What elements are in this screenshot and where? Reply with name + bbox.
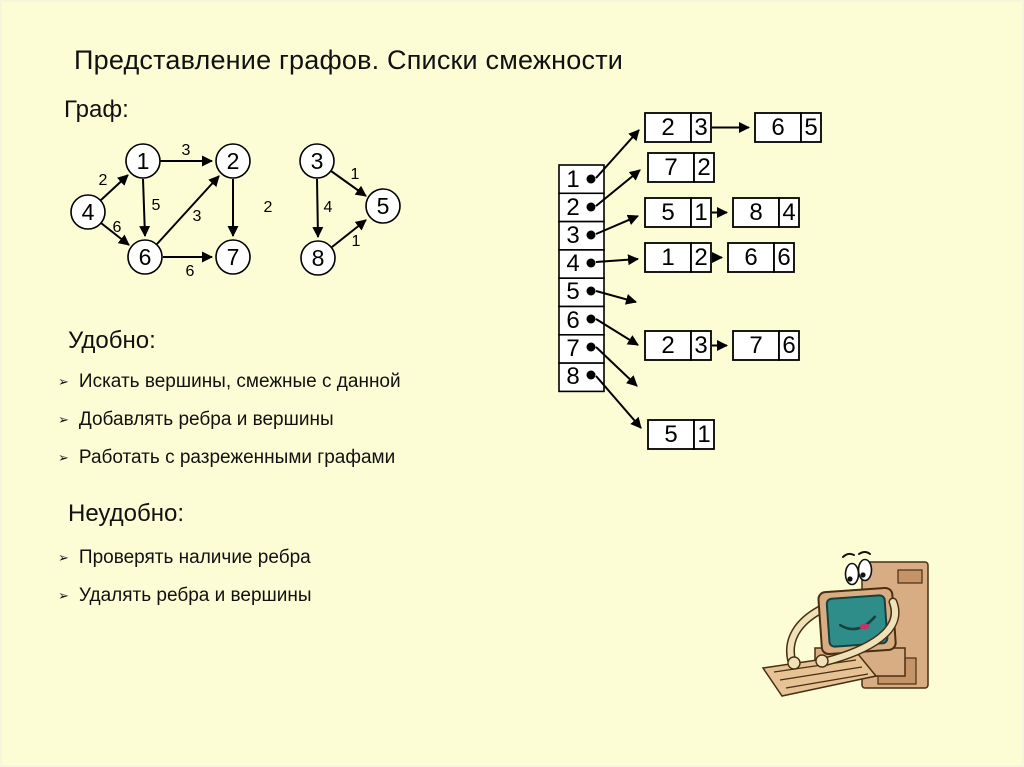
bullet-text: Добавлять ребра и вершины <box>78 409 334 430</box>
pointer-dot <box>587 343 596 352</box>
edge-weight-label: 5 <box>151 197 161 214</box>
edge-line <box>332 220 366 247</box>
node-weight-value: 5 <box>804 114 818 141</box>
node-weight-value: 6 <box>782 332 796 359</box>
edge-weight-label: 6 <box>185 263 195 280</box>
edge-weight-label: 3 <box>192 208 202 225</box>
edge-line <box>317 179 318 237</box>
node-weight-value: 2 <box>694 244 708 271</box>
bullet-item <box>58 447 395 469</box>
edge-weight-label: 2 <box>263 199 273 216</box>
node-weight-value: 3 <box>694 114 708 141</box>
edge-weight-label: 1 <box>350 166 360 183</box>
vertex-label: 1 <box>136 148 150 174</box>
edge-line <box>331 171 366 196</box>
bullet-text: Работать с разреженными графами <box>78 447 396 468</box>
pointer-dot <box>587 231 596 240</box>
bullet-arrow-icon: ➢ <box>58 412 69 427</box>
convenient-heading: Удобно: <box>68 327 156 354</box>
edge-weight-label: 4 <box>323 199 333 216</box>
array-index-label: 8 <box>566 363 580 390</box>
node-weight-value: 4 <box>782 199 796 226</box>
directed-graph-2 <box>300 144 400 275</box>
bullet-item <box>58 547 311 569</box>
graph-section-label: Граф: <box>64 96 129 123</box>
node-vertex-value: 2 <box>661 114 675 141</box>
array-index-label: 5 <box>566 278 580 305</box>
vertex-label: 2 <box>226 148 240 174</box>
computer-clipart-icon <box>763 552 928 696</box>
node-vertex-value: 6 <box>771 114 785 141</box>
edge-line <box>143 179 145 236</box>
array-index-label: 3 <box>566 222 580 249</box>
edge-weight-label: 2 <box>98 172 108 189</box>
vertex-label: 6 <box>138 244 152 270</box>
pointer-dot <box>587 287 596 296</box>
node-vertex-value: 5 <box>664 421 678 448</box>
node-vertex-value: 6 <box>744 244 758 271</box>
pointer-arrow <box>596 130 639 178</box>
bullet-item <box>58 409 334 431</box>
pointer-dot <box>587 175 596 184</box>
clipart-hand <box>788 657 800 669</box>
array-index-label: 7 <box>566 335 580 362</box>
node-weight-value: 1 <box>694 199 708 226</box>
node-vertex-value: 7 <box>664 154 678 181</box>
vertex-label: 5 <box>376 193 390 219</box>
page-title: Представление графов. Списки смежности <box>74 45 624 75</box>
node-weight-value: 3 <box>694 332 708 359</box>
pointer-dot <box>587 259 596 268</box>
vertex-label: 3 <box>310 148 324 174</box>
bullet-arrow-icon: ➢ <box>58 450 69 465</box>
bullet-text: Искать вершины, смежные с данной <box>78 371 401 392</box>
array-index-label: 4 <box>566 250 580 277</box>
edge-weight-label: 3 <box>181 142 191 159</box>
directed-graph-1 <box>71 142 273 280</box>
node-weight-value: 2 <box>697 154 711 181</box>
node-vertex-value: 2 <box>661 332 675 359</box>
clipart-eyes <box>843 552 872 585</box>
array-index-label: 2 <box>566 194 580 221</box>
inconvenient-heading: Неудобно: <box>68 500 184 527</box>
bullet-arrow-icon: ➢ <box>58 550 69 565</box>
clipart-hand <box>816 655 828 667</box>
vertex-label: 8 <box>311 245 325 271</box>
edge-line <box>157 176 219 244</box>
bullet-arrow-icon: ➢ <box>58 588 69 603</box>
bullet-item <box>58 585 312 607</box>
bullet-text: Проверять наличие ребра <box>78 547 311 568</box>
pointer-dot <box>587 371 596 380</box>
node-vertex-value: 8 <box>749 199 763 226</box>
node-vertex-value: 7 <box>749 332 763 359</box>
vertex-label: 4 <box>81 199 95 225</box>
adjacency-list-diagram <box>559 113 821 449</box>
bullet-arrow-icon: ➢ <box>58 374 69 389</box>
node-weight-value: 1 <box>697 421 711 448</box>
node-weight-value: 6 <box>777 244 791 271</box>
node-vertex-value: 1 <box>661 244 675 271</box>
edge-weight-label: 1 <box>351 233 361 250</box>
array-index-label: 6 <box>566 307 580 334</box>
vertex-label: 7 <box>226 244 240 270</box>
edge-weight-label: 6 <box>112 219 122 236</box>
clipart-monitor <box>818 587 896 654</box>
array-index-label: 1 <box>566 166 580 193</box>
node-vertex-value: 5 <box>661 199 675 226</box>
bullet-text: Удалять ребра и вершины <box>78 585 312 606</box>
pointer-dot <box>587 315 596 324</box>
bullet-item <box>58 371 401 393</box>
pointer-dot <box>587 203 596 212</box>
